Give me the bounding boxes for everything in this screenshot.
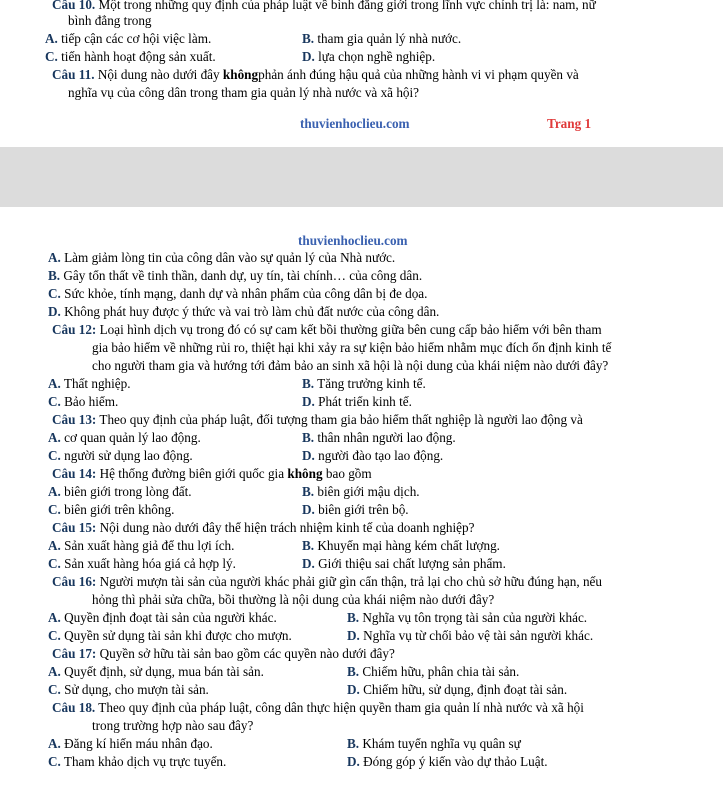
question-text-cont: hỏng thì phải sửa chữa, bồi thường là nội dung của khái niệm nào dưới đây? — [92, 592, 495, 607]
option-b — [347, 736, 521, 751]
text-run: Đăng kí hiến máu nhân đạo. — [64, 736, 213, 751]
option-key: C. — [48, 556, 61, 571]
text-run: Bảo hiểm. — [64, 394, 119, 409]
question-text-cont: gia bảo hiểm về những rủi ro, thiệt hại khi xảy ra sự kiện bảo hiểm nhằm mục đích ổn định kinh tế — [92, 340, 612, 355]
option-key: D. — [302, 49, 315, 64]
question-15 — [52, 520, 474, 535]
option-key: C. — [48, 286, 61, 301]
text-run: thân nhân người lao động. — [317, 430, 456, 445]
text-run: tiếp cận các cơ hội việc làm. — [61, 31, 212, 46]
option-key: B. — [302, 376, 315, 391]
option-key: D. — [347, 754, 360, 769]
question-text-cont: nghĩa vụ của công dân trong tham gia quản lý nhà nước và xã hội? — [68, 85, 420, 100]
option-key: B. — [302, 430, 315, 445]
option-key: B. — [347, 736, 360, 751]
option-d — [302, 502, 409, 517]
option-d — [302, 556, 506, 571]
text-run: Quyền sở hữu tài sản bao gồm các quyền nào dưới đây? — [99, 646, 395, 661]
option-c — [48, 682, 209, 697]
option-key: C. — [48, 682, 61, 697]
option-c — [48, 286, 427, 301]
option-key: A. — [48, 484, 61, 499]
question-12 — [52, 322, 602, 337]
text-run: Làm giảm lòng tin của công dân vào sự quản lý của Nhà nước. — [64, 250, 396, 265]
option-key: C. — [48, 502, 61, 517]
text-run: Quyết định, sử dụng, mua bán tài sản. — [64, 664, 264, 679]
text-run: người sử dụng lao động. — [64, 448, 193, 463]
option-c — [48, 394, 118, 409]
option-key: A. — [48, 538, 61, 553]
option-key: D. — [347, 682, 360, 697]
option-key: B. — [302, 484, 315, 499]
option-b — [302, 484, 420, 499]
option-d — [347, 754, 548, 769]
option-d — [347, 682, 567, 697]
question-14 — [52, 466, 372, 481]
text-run: Theo quy định của pháp luật, đối tượng tham gia bảo hiểm thất nghiệp là người lao động và — [99, 412, 583, 427]
text-run: Loại hình dịch vụ trong đó có sự cam kết bồi thường giữa bên cung cấp bảo hiểm với bên tham — [99, 322, 602, 337]
option-key: D. — [48, 304, 61, 319]
text-run: tiến hành hoạt động sản xuất. — [61, 49, 216, 64]
option-key: D. — [347, 628, 360, 643]
option-key: A. — [48, 250, 61, 265]
option-d — [302, 448, 443, 463]
option-key: A. — [48, 610, 61, 625]
option-key: C. — [48, 394, 61, 409]
text-run: Nội dung nào dưới đây thể hiện trách nhiệm kinh tế của doanh nghiệp? — [99, 520, 475, 535]
option-key: A. — [48, 736, 61, 751]
text-run: tham gia quản lý nhà nước. — [317, 31, 462, 46]
text-run: không — [287, 466, 323, 481]
page-gap — [0, 147, 723, 207]
option-key: A. — [45, 31, 58, 46]
option-a — [48, 538, 234, 553]
question-number: Câu 10. — [52, 0, 96, 12]
text-run: Phát triển kinh tế. — [318, 394, 412, 409]
option-b — [347, 610, 587, 625]
text-run: người đào tạo lao động. — [318, 448, 444, 463]
question-18 — [52, 700, 584, 715]
question-number: Câu 14: — [52, 466, 97, 481]
option-key: C. — [45, 49, 58, 64]
question-17 — [52, 646, 395, 661]
option-c — [48, 628, 292, 643]
text-run: biên giới trong lòng đất. — [64, 484, 192, 499]
option-key: C. — [48, 448, 61, 463]
question-11 — [52, 67, 579, 82]
text-run: Tăng trưởng kinh tế. — [317, 376, 426, 391]
text-run: Tham khảo dịch vụ trực tuyến. — [63, 754, 227, 769]
text-run: biên giới mậu dịch. — [317, 484, 420, 499]
text-run: cơ quan quản lý lao động. — [64, 430, 201, 445]
text-run: Nghĩa vụ từ chối bảo vệ tài sản người khác. — [363, 628, 594, 643]
page-1 — [0, 0, 723, 147]
question-number: Câu 15: — [52, 520, 97, 535]
option-key: D. — [302, 502, 315, 517]
option-key: A. — [48, 664, 61, 679]
option-a — [48, 736, 213, 751]
option-key: C. — [48, 754, 61, 769]
text-run: Không phát huy được ý thức và vai trò làm chủ đất nước của công dân. — [64, 304, 440, 319]
text-run: lựa chọn nghề nghiệp. — [318, 49, 436, 64]
option-key: B. — [347, 664, 360, 679]
option-key: C. — [48, 628, 61, 643]
footer-page-number: Trang 1 — [547, 116, 592, 131]
text-run: Khuyến mại hàng kém chất lượng. — [317, 538, 500, 553]
text-run: Quyền định đoạt tài sản của người khác. — [64, 610, 277, 625]
text-run: Nghĩa vụ tôn trọng tài sản của người khác. — [362, 610, 588, 625]
question-number: Câu 13: — [52, 412, 97, 427]
option-d — [302, 49, 435, 64]
text-run: Sản xuất hàng giả để thu lợi ích. — [64, 538, 235, 553]
text-run: Gây tổn thất về tinh thần, danh dự, uy tín, tài chính… của công dân. — [63, 268, 423, 283]
question-number: Câu 17: — [52, 646, 97, 661]
option-key: A. — [48, 430, 61, 445]
question-13 — [52, 412, 583, 427]
option-a — [45, 31, 211, 46]
text-run: Thất nghiệp. — [63, 376, 131, 391]
option-c — [48, 754, 226, 769]
question-number: Câu 12: — [52, 322, 97, 337]
option-b — [302, 430, 456, 445]
option-key: B. — [302, 538, 315, 553]
text-run: biên giới trên bộ. — [318, 502, 409, 517]
text-run: Người mượn tài sản của người khác phải giữ gìn cẩn thận, trả lại cho chủ sở hữu đúng hạn, nếu — [99, 574, 602, 589]
question-number: Câu 16: — [52, 574, 97, 589]
option-key: D. — [302, 448, 315, 463]
option-b — [48, 268, 422, 283]
text-run: Đóng góp ý kiến vào dự thảo Luật. — [363, 754, 548, 769]
option-key: B. — [347, 610, 360, 625]
text-run: Khám tuyển nghĩa vụ quân sự — [362, 736, 521, 751]
option-b — [302, 538, 500, 553]
question-text-cont: cho người tham gia và hướng tới đảm bảo an sinh xã hội là nội dung của khái niệm nào dưới đây? — [92, 358, 609, 373]
option-d — [302, 394, 412, 409]
option-key: D. — [302, 394, 315, 409]
option-b — [347, 664, 519, 679]
question-text-cont: trong trường hợp nào sau đây? — [92, 718, 254, 733]
text-run: Nội dung nào dưới đây — [97, 67, 220, 82]
text-run: bao gồm — [325, 466, 372, 481]
question-16 — [52, 574, 602, 589]
text-run: Sức khỏe, tính mạng, danh dự và nhân phẩm của công dân bị đe dọa. — [64, 286, 428, 301]
text-run: Theo quy định của pháp luật, công dân thực hiện quyền tham gia quản lí nhà nước và xã hội — [98, 700, 584, 715]
text-run: Hệ thống đường biên giới quốc gia — [99, 466, 285, 481]
question-number: Câu 11. — [52, 67, 95, 82]
option-a — [48, 664, 264, 679]
option-a — [48, 484, 192, 499]
option-key: D. — [302, 556, 315, 571]
option-key: B. — [302, 31, 315, 46]
option-key: B. — [48, 268, 61, 283]
question-10 — [52, 0, 596, 12]
option-key: A. — [48, 376, 61, 391]
option-a — [48, 376, 131, 391]
text-run: Quyền sử dụng tài sản khi được cho mượn. — [64, 628, 292, 643]
question-text-cont: bình đẳng trong — [68, 13, 152, 28]
option-b — [302, 376, 426, 391]
header-site: thuvienhoclieu.com — [298, 233, 408, 248]
question-text: Một trong những quy định của pháp luật về bình đẳng giới trong lĩnh vực chính trị là: nam, nữ — [98, 0, 596, 12]
option-a — [48, 610, 277, 625]
option-c — [48, 556, 236, 571]
option-c — [45, 49, 216, 64]
page-2 — [0, 207, 723, 807]
option-d — [347, 628, 593, 643]
option-c — [48, 448, 193, 463]
option-a — [48, 430, 201, 445]
text-run: biên giới trên không. — [64, 502, 175, 517]
option-d — [48, 304, 439, 319]
text-run: Sử dụng, cho mượn tài sản. — [64, 682, 209, 697]
option-c — [48, 502, 174, 517]
text-run: Giới thiệu sai chất lượng sản phẩm. — [318, 556, 506, 571]
text-run: Sản xuất hàng hóa giá cả hợp lý. — [64, 556, 236, 571]
text-run: Chiếm hữu, sử dụng, định đoạt tài sản. — [363, 682, 568, 697]
question-number: Câu 18. — [52, 700, 96, 715]
footer-site: thuvienhoclieu.com — [300, 116, 410, 131]
text-run: không — [222, 67, 259, 82]
text-run: phản ánh đúng hậu quả của những hành vi vi phạm quyền và — [258, 67, 579, 82]
option-a — [48, 250, 395, 265]
text-run: Chiếm hữu, phân chia tài sản. — [362, 664, 520, 679]
option-b — [302, 31, 461, 46]
